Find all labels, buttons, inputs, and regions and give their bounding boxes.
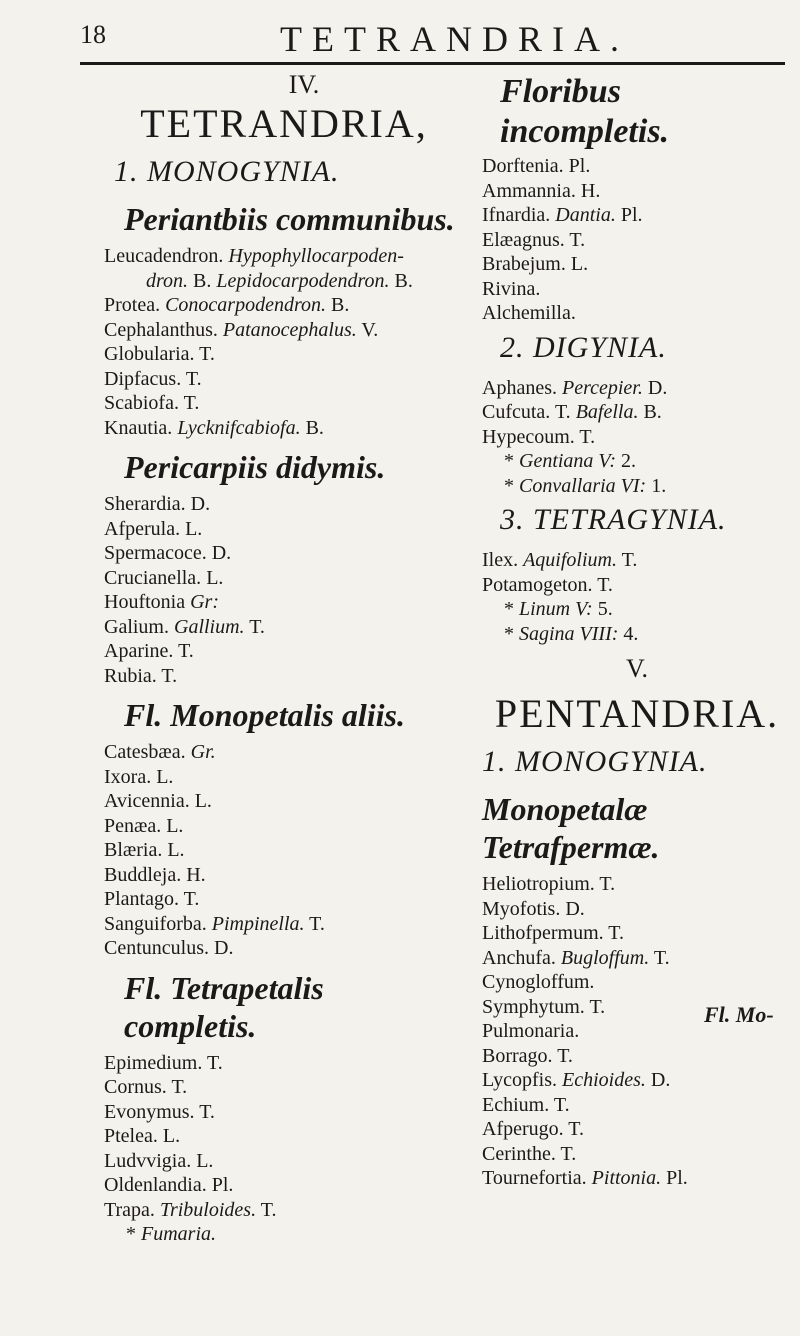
genus-name: Buddleja.	[104, 863, 182, 886]
class-number: V.	[626, 654, 648, 683]
genus-entry	[104, 541, 464, 566]
authority: T.	[249, 615, 265, 638]
genus-name: Epimedium.	[104, 1051, 203, 1074]
genus-entry	[482, 548, 792, 573]
left-column	[104, 66, 464, 1247]
genus-name: Heliotropium.	[482, 873, 595, 895]
genus-entry	[104, 1222, 464, 1247]
authority: T.	[199, 1100, 215, 1123]
section-title: Fl. Tetrapetalis completis.	[124, 969, 324, 1044]
genus-entry	[482, 179, 792, 204]
entry-list	[482, 376, 792, 499]
genus-entry	[104, 391, 464, 416]
genus-entry	[482, 1142, 792, 1167]
class-title: TETRANDRIA,	[140, 101, 428, 146]
authority: D.	[214, 937, 234, 959]
authority: T.	[183, 888, 200, 910]
genus-name: Tournefortia.	[482, 1167, 587, 1189]
genus-name: Protea.	[104, 294, 161, 316]
genus-name: Ilex.	[482, 549, 519, 571]
entry-list	[104, 1051, 464, 1247]
asterisk-mark: *	[504, 598, 514, 620]
authority: B.	[643, 401, 662, 423]
authority: T.	[568, 1118, 585, 1140]
genus-entry	[104, 1124, 464, 1149]
authority: B.	[394, 269, 413, 292]
authority: T.	[608, 922, 625, 944]
count: 5.	[597, 598, 613, 620]
genus-name: Spermacoce.	[104, 542, 207, 564]
authority: D.	[190, 493, 211, 515]
genus-entry	[104, 293, 464, 318]
synonym: Patanocephalus.	[222, 318, 357, 341]
genus-name: Plantago.	[104, 888, 179, 910]
synonym: Sagina VIII:	[519, 622, 619, 645]
genus-entry	[482, 1068, 792, 1093]
genus-name: Sanguiforba.	[104, 912, 207, 935]
genus-entry	[104, 318, 464, 343]
authority: T.	[199, 343, 215, 365]
genus-entry	[104, 664, 464, 689]
genus-entry	[482, 252, 792, 277]
authority: T.	[569, 228, 586, 251]
genus-name: Sherardia.	[104, 493, 186, 515]
authority: H.	[186, 863, 206, 886]
authority: L.	[166, 814, 184, 837]
genus-entry	[482, 622, 792, 647]
synonym: Percepier.	[561, 376, 643, 399]
genus-entry	[104, 269, 464, 294]
genus-entry	[104, 1173, 464, 1198]
genus-name: Dorftenia.	[482, 155, 564, 177]
synonym: Linum V:	[519, 598, 593, 620]
genus-entry	[104, 936, 464, 961]
section-title: Fl. Monopetalis aliis.	[124, 697, 405, 733]
authority: L.	[167, 839, 185, 861]
entry-list	[104, 492, 464, 688]
genus-entry	[104, 566, 464, 591]
synonym: Bugloffum.	[560, 946, 650, 969]
genus-name: Echium.	[482, 1093, 550, 1116]
genus-name: Hypecoum.	[482, 425, 575, 448]
authority: D.	[211, 542, 232, 564]
authority: L.	[162, 1125, 181, 1147]
authority: L.	[196, 1149, 214, 1172]
genus-name: Anchufa.	[482, 946, 556, 969]
genus-name: Ixora.	[104, 765, 152, 788]
header-rule	[80, 62, 785, 65]
genus-name: Oldenlandia.	[104, 1174, 207, 1196]
genus-name: Lycopfis.	[482, 1069, 557, 1091]
genus-name: Borrago.	[482, 1044, 553, 1067]
genus-name: Ifnardia.	[482, 204, 551, 226]
page-number: 18	[80, 20, 106, 49]
genus-name: Crucianella.	[104, 566, 202, 589]
genus-name: Centunculus.	[104, 937, 209, 959]
genus-name: Trapa.	[104, 1198, 155, 1221]
authority: B.	[331, 294, 350, 316]
genus-entry	[482, 1093, 792, 1118]
genus-entry	[482, 1117, 792, 1142]
genus-name: Houftonia	[104, 591, 186, 613]
authority: T.	[579, 425, 596, 448]
genus-name: Scabiofa.	[104, 392, 179, 414]
genus-name: Afperugo.	[482, 1118, 564, 1140]
genus-entry	[104, 367, 464, 392]
entry-list	[482, 872, 792, 1191]
genus-name: Catesbæa.	[104, 741, 186, 763]
synonym: Pimpinella.	[211, 912, 305, 935]
order-title: 1. MONOGYNIA.	[482, 745, 708, 778]
genus-entry	[482, 301, 792, 326]
synonym: Gallium.	[174, 615, 245, 638]
authority: L.	[194, 790, 212, 812]
genus-name: Lithofpermum.	[482, 922, 604, 944]
synonym: Gentiana V:	[519, 450, 617, 472]
synonym: Gr.	[190, 741, 216, 763]
authority: L.	[156, 765, 174, 788]
genus-entry	[104, 416, 464, 441]
genus-entry	[104, 814, 464, 839]
genus-name: Penæa.	[104, 814, 162, 837]
genus-entry	[482, 277, 792, 302]
authority: T.	[161, 664, 178, 687]
catchword: Fl. Mo-	[704, 1002, 774, 1027]
genus-name: Ptelea.	[104, 1125, 158, 1147]
count: 2.	[621, 450, 637, 472]
genus-name: Cerinthe.	[482, 1142, 556, 1165]
genus-entry	[104, 342, 464, 367]
synonym: Aquifolium.	[523, 549, 617, 571]
entry-list	[104, 244, 464, 440]
genus-name: Potamogeton.	[482, 573, 593, 596]
synonym: Convallaria VI:	[519, 474, 647, 497]
genus-entry	[104, 615, 464, 640]
genus-entry	[104, 492, 464, 517]
genus-entry	[104, 1051, 464, 1076]
authority: T.	[554, 401, 571, 423]
genus-entry	[104, 887, 464, 912]
section-title: Monopetalæ Tetrafpermæ.	[482, 791, 660, 865]
authority: T.	[557, 1044, 573, 1067]
genus-name: Avicennia.	[104, 790, 190, 812]
genus-name: Globularia.	[104, 343, 195, 365]
genus-entry	[104, 1100, 464, 1125]
genus-entry	[104, 1149, 464, 1174]
entry-list	[482, 548, 792, 646]
order-title: 1. MONOGYNIA.	[114, 155, 340, 188]
genus-name: Blæria.	[104, 839, 163, 861]
genus-entry	[104, 912, 464, 937]
genus-entry	[482, 872, 792, 897]
genus-name: Dipfacus.	[104, 367, 182, 390]
genus-entry	[104, 590, 464, 615]
asterisk-mark: *	[126, 1223, 136, 1245]
genus-name: Cufcuta.	[482, 401, 551, 423]
genus-entry	[104, 1075, 464, 1100]
genus-name: Myofotis.	[482, 897, 561, 920]
genus-entry	[482, 597, 792, 622]
genus-entry	[104, 1198, 464, 1223]
section-title: Pericarpiis didymis.	[124, 449, 386, 485]
synonym: Bafella.	[575, 401, 639, 423]
synonym: Lepidocarpodendron.	[216, 269, 390, 292]
genus-entry	[482, 897, 792, 922]
section-title: Periantbiis communibus.	[124, 201, 455, 237]
genus-name: Ammannia.	[482, 179, 576, 202]
authority: T.	[560, 1142, 577, 1165]
count: 1.	[651, 474, 667, 497]
synonym: Gr:	[190, 591, 219, 613]
authority: L.	[206, 566, 224, 589]
genus-entry	[104, 838, 464, 863]
entry-list	[482, 154, 792, 326]
genus-name: Aphanes.	[482, 376, 557, 399]
genus-entry	[482, 573, 792, 598]
genus-name: Brabejum.	[482, 253, 566, 275]
genus-entry	[482, 946, 792, 971]
section-title: Floribus incompletis.	[500, 73, 670, 150]
count: 4.	[623, 622, 639, 645]
genus-name: Alchemilla.	[482, 302, 576, 324]
genus-entry	[482, 376, 792, 401]
synonym: dron.	[146, 269, 189, 292]
genus-entry	[482, 154, 792, 179]
genus-name: Evonymus.	[104, 1100, 195, 1123]
left-sections	[104, 200, 464, 1247]
authority: Pl.	[666, 1167, 688, 1189]
asterisk-mark: *	[504, 622, 514, 645]
authority: D.	[650, 1069, 671, 1091]
authority: T.	[183, 392, 200, 414]
running-title: TETRANDRIA.	[280, 19, 629, 59]
authority: V.	[361, 318, 379, 341]
authority: T.	[309, 912, 325, 935]
authority: T.	[185, 367, 202, 390]
genus-entry	[104, 517, 464, 542]
genus-name: Knautia.	[104, 416, 173, 439]
genus-entry	[104, 789, 464, 814]
synonym: Lycknifcabiofa.	[177, 416, 301, 439]
genus-name: Rivina.	[482, 277, 541, 300]
genus-name: Ludvvigia.	[104, 1149, 192, 1172]
genus-name: Symphytum.	[482, 995, 585, 1018]
genus-name: Aparine.	[104, 640, 174, 662]
genus-name: Cynogloffum.	[482, 971, 595, 993]
genus-name: Pulmonaria.	[482, 1020, 580, 1042]
order-title: 2. DIGYNIA.	[500, 330, 667, 364]
authority: D.	[647, 376, 668, 399]
genus-name: Elæagnus.	[482, 228, 565, 251]
synonym: Pittonia.	[591, 1167, 662, 1189]
authority: Pl.	[568, 155, 591, 177]
authority: T.	[171, 1076, 188, 1098]
asterisk-mark: *	[504, 474, 514, 497]
authority: T.	[589, 995, 606, 1018]
genus-entry	[104, 863, 464, 888]
genus-entry	[482, 1044, 792, 1069]
synonym: Tribuloides.	[159, 1198, 257, 1221]
synonym: Hypophyllocarpoden-	[228, 245, 404, 267]
genus-entry	[104, 765, 464, 790]
authority: T.	[621, 549, 638, 571]
authority: T.	[260, 1198, 277, 1221]
synonym: Echioides.	[562, 1069, 646, 1091]
genus-entry	[482, 474, 792, 499]
synonym: Fumaria.	[141, 1223, 216, 1245]
genus-name: Rubia.	[104, 664, 157, 687]
genus-entry	[104, 639, 464, 664]
authority: T.	[597, 573, 613, 596]
genus-name: Afperula.	[104, 517, 181, 540]
genus-entry	[482, 203, 792, 228]
authority: B.	[305, 416, 324, 439]
genus-name: Cephalanthus.	[104, 318, 218, 341]
asterisk-mark: *	[504, 450, 514, 472]
class-number: IV.	[288, 70, 320, 99]
authority: T.	[206, 1051, 223, 1074]
genus-entry	[104, 740, 464, 765]
genus-entry	[482, 1166, 792, 1191]
genus-entry	[482, 449, 792, 474]
genus-entry	[482, 425, 792, 450]
authority: D.	[565, 897, 585, 920]
authority: T.	[653, 946, 670, 969]
authority: T.	[178, 640, 194, 662]
genus-name: Leucadendron.	[104, 245, 224, 267]
entry-list	[104, 740, 464, 961]
class-title: PENTANDRIA.	[494, 691, 780, 736]
synonym: Conocarpodendron.	[165, 294, 327, 316]
genus-entry	[482, 921, 792, 946]
synonym: Dantia.	[555, 204, 616, 226]
authority: Pl.	[620, 204, 643, 226]
authority: T.	[599, 873, 616, 895]
genus-entry	[482, 228, 792, 253]
genus-name: Cornus.	[104, 1076, 167, 1098]
authority: H.	[580, 179, 601, 202]
running-head	[80, 18, 780, 58]
order-title: 3. TETRAGYNIA.	[500, 503, 727, 536]
authority: L.	[570, 253, 589, 275]
genus-entry	[482, 970, 792, 995]
authority: L.	[185, 517, 203, 540]
authority: Pl.	[211, 1174, 234, 1196]
genus-entry	[482, 400, 792, 425]
authority: T.	[553, 1093, 570, 1116]
genus-name: Galium.	[104, 615, 169, 638]
genus-entry	[104, 244, 464, 269]
authority: B.	[193, 269, 212, 292]
